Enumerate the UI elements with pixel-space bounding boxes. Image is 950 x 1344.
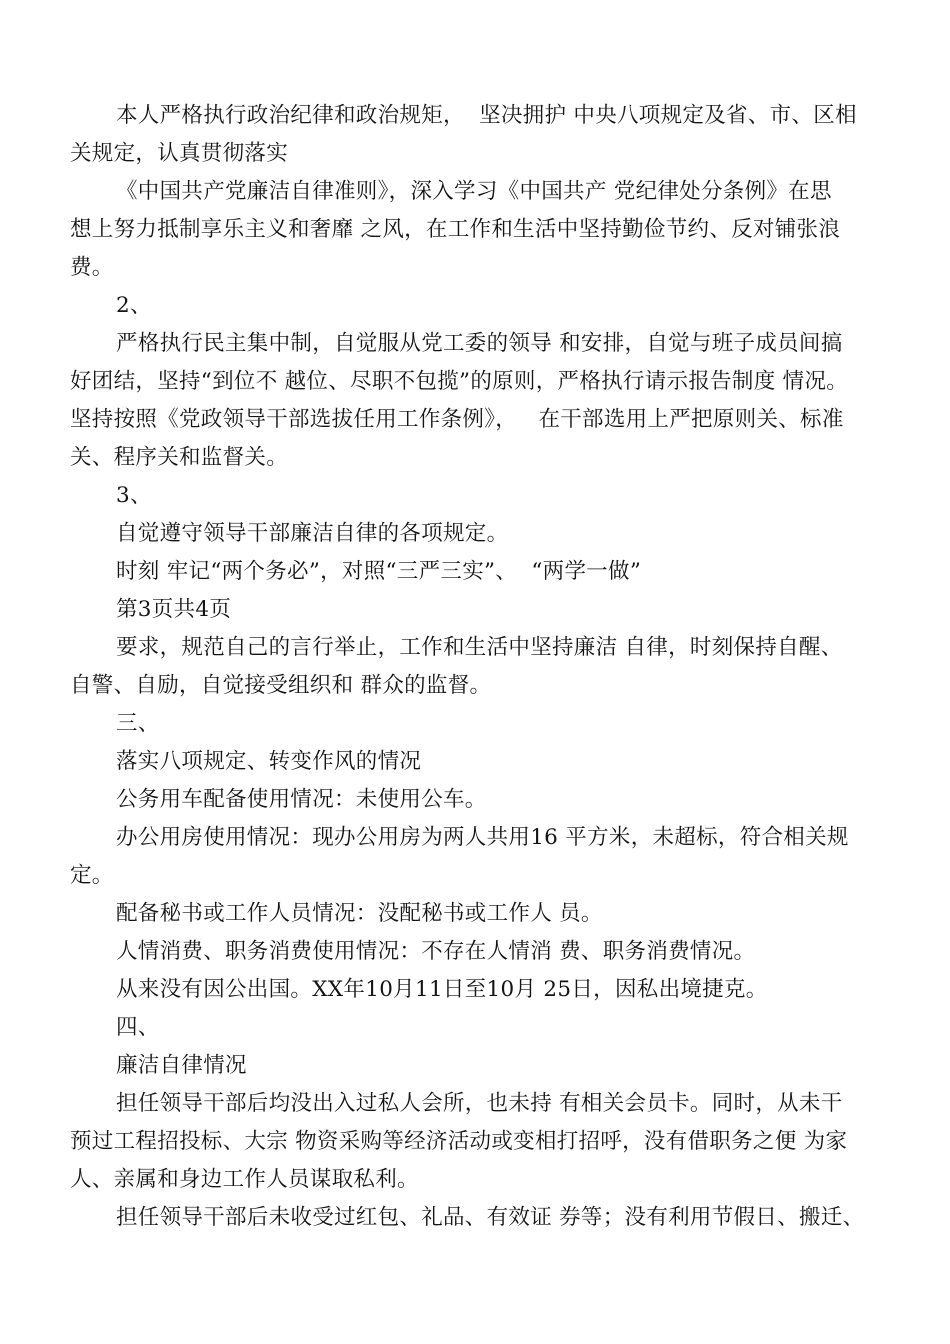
paragraph: [70, 97, 890, 173]
text-line: 本人严格执行政治纪律和政治规矩， 坚决拥护 中央八项规定及省、市、区相: [116, 103, 857, 128]
text-line: 人情消费、职务消费使用情况：不存在人情消 费、职务消费情况。: [116, 939, 756, 964]
paragraph: [70, 515, 890, 553]
paragraph: [70, 325, 890, 477]
text-line: 自警、自励，自觉接受组织和 群众的监督。: [70, 673, 492, 698]
paragraph: [70, 895, 890, 933]
text-line: 落实八项规定、转变作风的情况: [116, 749, 422, 774]
text-line: 关规定，认真贯彻落实: [70, 141, 289, 166]
section-heading: [70, 1009, 890, 1047]
text-line: 配备秘书或工作人员情况：没配秘书或工作人 员。: [116, 901, 603, 926]
paragraph: [70, 1199, 890, 1237]
section-title: [70, 743, 890, 781]
section-heading: [70, 705, 890, 743]
paragraph: [70, 173, 890, 287]
text-line: 费。: [70, 255, 114, 280]
section-number: [70, 477, 890, 515]
text-line: 第3页共4页: [116, 597, 232, 622]
text-line: 严格执行民主集中制，自觉服从党工委的领导 和安排，自觉与班子成员间搞: [116, 331, 843, 356]
section-title: [70, 1047, 890, 1085]
paragraph: [70, 1085, 890, 1199]
text-line: 要求，规范自己的言行举止，工作和生活中坚持廉洁 自律，时刻保持自醒、: [116, 635, 843, 660]
text-line: 3、: [116, 483, 152, 508]
text-line: 时刻 牢记“两个务必”，对照“三严三实”、 “两学一做”: [116, 559, 642, 584]
text-line: 《中国共产党廉洁自律准则》，深入学习《中国共产 党纪律处分条例》在思: [116, 179, 832, 204]
paragraph: [70, 781, 890, 819]
text-line: 坚持按照《党政领导干部选拔任用工作条例》， 在干部选用上严把原则关、标准: [70, 407, 844, 432]
text-line: 想上努力抵制享乐主义和奢靡 之风，在工作和生活中坚持勤俭节约、反对铺张浪: [70, 217, 841, 242]
paragraph: [70, 971, 890, 1009]
paragraph: [70, 933, 890, 971]
text-line: 自觉遵守领导干部廉洁自律的各项规定。: [116, 521, 509, 546]
text-line: 预过工程招投标、大宗 物资采购等经济活动或变相打招呼，没有借职务之便 为家: [70, 1129, 848, 1154]
text-line: 四、: [116, 1015, 160, 1040]
text-line: 从来没有因公出国。XX年10月11日至10月 25日，因私出境捷克。: [116, 977, 768, 1002]
text-line: 定。: [70, 863, 114, 888]
text-line: 办公用房使用情况：现办公用房为两人共用16 平方米，未超标，符合相关规: [116, 825, 849, 850]
text-line: 担任领导干部后未收受过红包、礼品、有效证 券等；没有利用节假日、搬迁、: [116, 1205, 865, 1230]
text-line: 好团结，坚持“到位不 越位、尽职不包揽”的原则，严格执行请示报告制度 情况。: [70, 369, 849, 394]
text-line: 2、: [116, 293, 152, 318]
section-number: [70, 287, 890, 325]
text-line: 公务用车配备使用情况：未使用公车。: [116, 787, 487, 812]
page-number: [70, 591, 890, 629]
paragraph: [70, 553, 890, 591]
text-line: 廉洁自律情况: [116, 1053, 247, 1078]
paragraph: [70, 819, 890, 895]
text-line: 关、程序关和监督关。: [70, 445, 289, 470]
text-line: 人、亲属和身边工作人员谋取私利。: [70, 1167, 419, 1192]
text-line: 三、: [116, 711, 160, 736]
text-line: 担任领导干部后均没出入过私人会所，也未持 有相关会员卡。同时，从未干: [116, 1091, 843, 1116]
paragraph: [70, 629, 890, 705]
document-body: [70, 97, 890, 1237]
